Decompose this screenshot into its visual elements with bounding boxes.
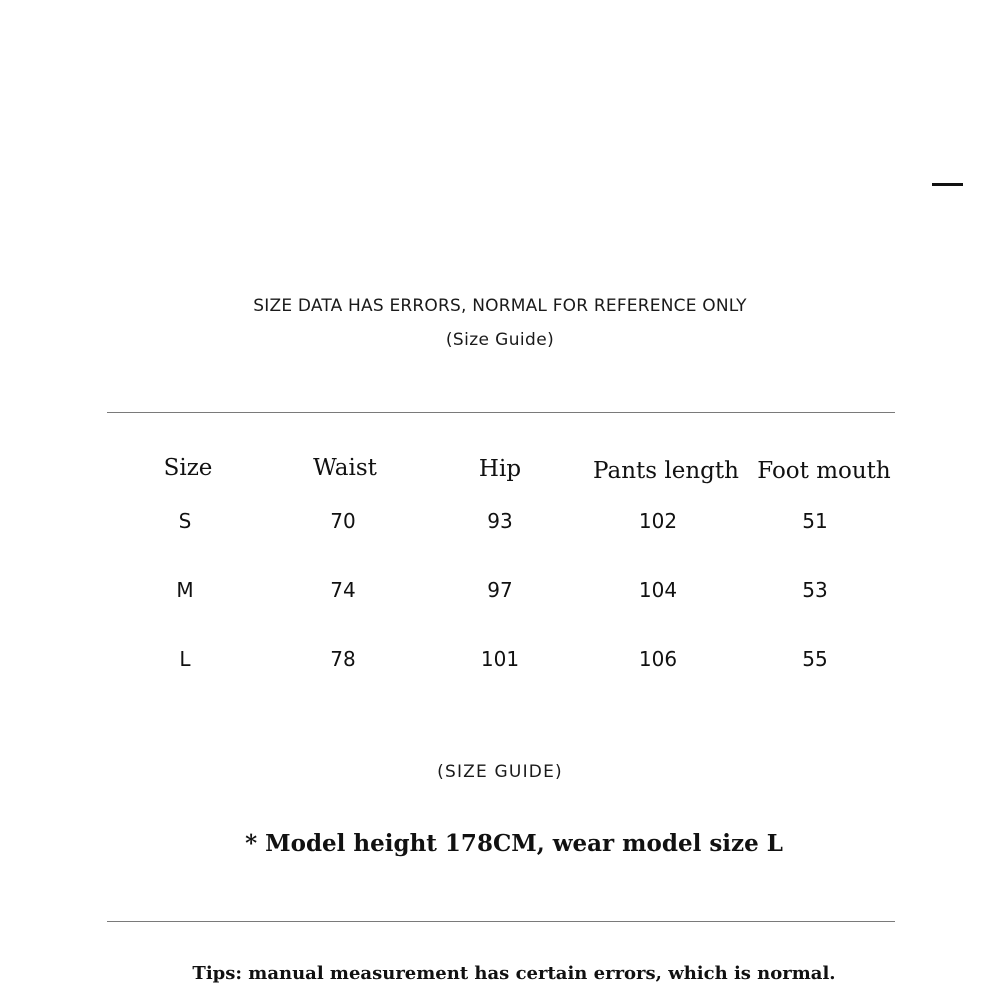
size-guide-label: (SIZE GUIDE) [437,762,563,782]
table-cell-pants-length: 104 [638,578,678,602]
column-header-waist: Waist [313,455,377,481]
table-cell-waist: 74 [330,578,356,602]
table-cell-pants-length: 106 [638,647,678,671]
model-note: * Model height 178CM, wear model size L [245,830,783,857]
table-cell-pants-length: 102 [638,509,678,533]
column-header-foot-mouth: Foot mouth [757,458,891,484]
bottom-divider [107,921,895,922]
size-guide-subtitle: (Size Guide) [445,330,555,350]
top-divider [107,412,895,413]
column-header-pants-length: Pants length [593,458,739,484]
table-cell-hip: 97 [487,578,513,602]
column-header-size: Size [163,455,213,481]
table-cell-hip: 101 [480,647,520,671]
table-cell-foot-mouth: 55 [802,647,828,671]
table-cell-waist: 70 [330,509,356,533]
table-cell-waist: 78 [330,647,356,671]
table-cell-size: L [179,647,191,671]
table-cell-size: M [176,578,194,602]
table-cell-size: S [178,509,192,533]
table-cell-hip: 93 [487,509,513,533]
tips-text: Tips: manual measurement has certain errors, which is normal. [192,963,836,984]
column-header-hip: Hip [478,456,522,482]
dash-mark [932,183,963,186]
table-cell-foot-mouth: 53 [802,578,828,602]
disclaimer-text: SIZE DATA HAS ERRORS, NORMAL FOR REFERENCE ONLY [253,296,747,316]
table-cell-foot-mouth: 51 [802,509,828,533]
